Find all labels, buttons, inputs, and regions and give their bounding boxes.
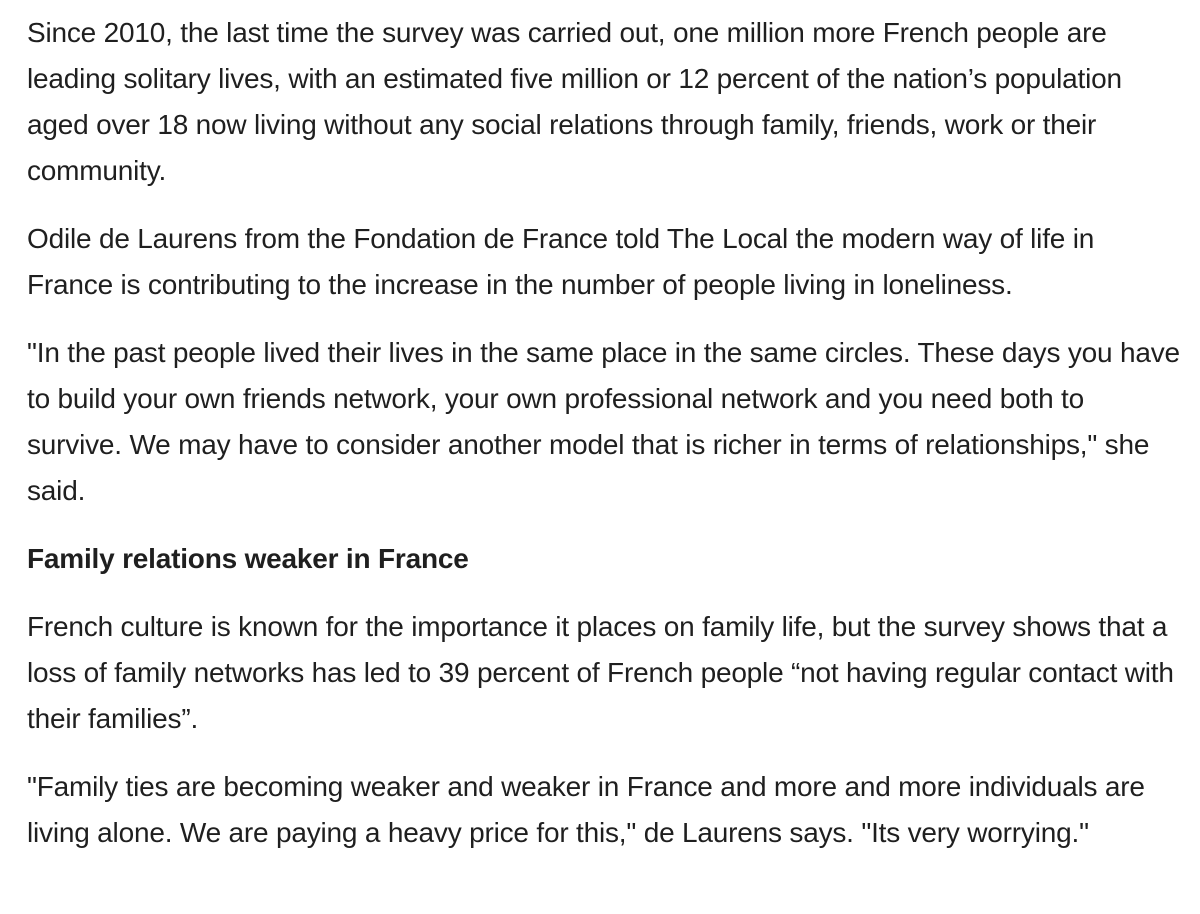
section-subheading: Family relations weaker in France [27, 543, 469, 574]
paragraph-odile-de-laurens: Odile de Laurens from the Fondation de France told The Local the modern way of life in France is contributing to the increase in the number of people living in loneliness. [27, 223, 1095, 300]
paragraph-family-networks: French culture is known for the importance it places on family life, but the survey shows that a loss of family networks has led to 39 percent of French people “not having regular contact with their families”. [27, 611, 1174, 734]
paragraph-quote-past: "In the past people lived their lives in the same place in the same circles. These days you have to build your own friends network, your own professional network and you need both to survive. We may have to consider another model that is richer in terms of relationships," she said. [27, 337, 1180, 506]
paragraph-quote-family-ties: "Family ties are becoming weaker and weaker in France and more and more individuals are living alone. We are paying a heavy price for this," de Laurens says. "Its very worrying." [27, 771, 1145, 848]
paragraph-survey-intro: Since 2010, the last time the survey was carried out, one million more French people are leading solitary lives, with an estimated five million or 12 percent of the nation’s population aged over 18 now living without any social relations through family, friends, work or their community. [27, 17, 1122, 186]
